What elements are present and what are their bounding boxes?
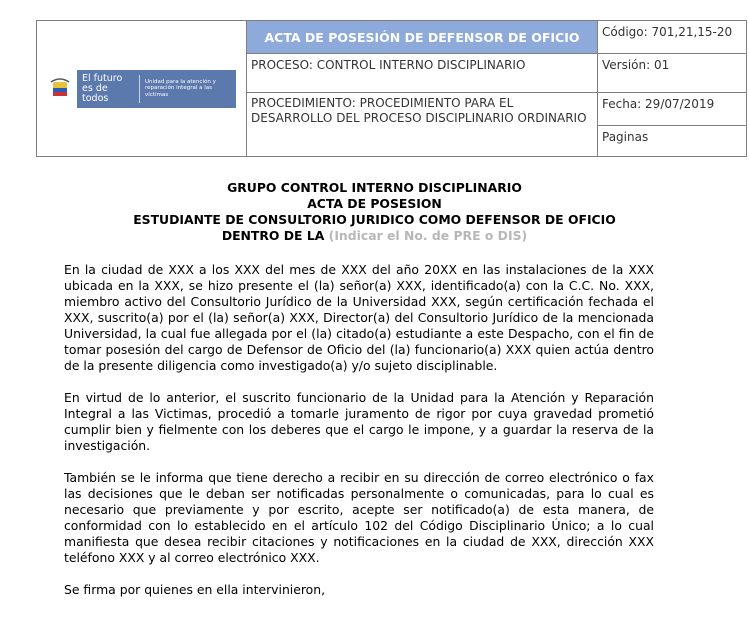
document-pages: Paginas [598, 126, 747, 157]
heading-line-4 [0, 228, 749, 244]
heading-line-3: ESTUDIANTE DE CONSULTORIO JURIDICO COMO DEFENSOR DE OFICIO [133, 212, 616, 227]
logo-slogan: El futuro es de todos [82, 72, 123, 104]
document-header-table [36, 20, 747, 157]
paragraph: En la ciudad de XXX a los XXX del mes de XXX del año 20XX en las instalaciones de la XXX ubicada en la XXX, se hizo presente el (la) señor(a) XXX, identificado(a) con la C.C. No. XXX, miembro activo del Consultorio Jurídico de la Universidad XXX, según certificación fechada el XXX, suscrito(a) por el (la) señor(a) XXX, Director(a) del Consultorio Jurídico de la mencionada Universidad, la cual fue allegada por el (la) citado(a) estudiante a este Despacho, con el fin de tomar posesión del cargo de Defensor de Oficio del (la) funcionario(a) XXX quien actúa dentro de la presente diligencia como investigado(a) y/o sujeto disciplinable. [64, 262, 654, 373]
document-date: Fecha: 29/07/2019 [598, 93, 747, 126]
process-label: PROCESO: CONTROL INTERNO DISCIPLINARIO [247, 54, 598, 93]
paragraph: También se le informa que tiene derecho a recibir en su dirección de correo electrónico o fax las decisiones que le deban ser notificadas personalmente o comunicadas, para lo cual es necesario que previamente y por escrito, acepte ser notificado(a) de esta manera, de conformidad con lo establecido en el artículo 102 del Código Disciplinario Único; a lo cual manifiesta que desea recibir citaciones y notificaciones en la ciudad de XXX, dirección XXX teléfono XXX y al correo electrónico XXX. [64, 470, 654, 565]
institution-logo [43, 70, 236, 108]
heading-line-2: ACTA DE POSESION [307, 196, 442, 211]
logo-cell [37, 21, 247, 157]
procedure-label: PROCEDIMIENTO: PROCEDIMIENTO PARA EL DESARROLLO DEL PROCESO DISCIPLINARIO ORDINARIO [247, 93, 598, 157]
heading-line-4-prefix: DENTRO DE LA [221, 228, 325, 243]
signature-intro: Se firma por quienes en ella intervinieron, [64, 582, 326, 597]
logo-divider [139, 75, 140, 103]
document-version: Versión: 01 [598, 54, 747, 93]
paragraph: En virtud de lo anterior, el suscrito funcionario de la Unidad para la Atención y Reparación Integral a las Victimas, procedió a tomarle juramento de rigor por cuya gravedad prometió cumplir bien y fielmente con los deberes que el cargo le impone, y a guardar la reserva de la investigación. [64, 390, 654, 453]
document-body [64, 262, 654, 614]
logo-unit-name: Unidad para la atención y reparación integral a las víctimas [145, 78, 216, 98]
document-code: Código: 701,21,15-20 [598, 21, 747, 54]
heading-placeholder-hint: (Indicar el No. de PRE o DIS) [328, 228, 528, 243]
coat-of-arms-icon [43, 70, 77, 108]
document-type-title: ACTA DE POSESIÓN DE DEFENSOR DE OFICIO [247, 21, 598, 54]
heading-line-1: GRUPO CONTROL INTERNO DISCIPLINARIO [227, 180, 522, 195]
document-heading [0, 180, 749, 244]
